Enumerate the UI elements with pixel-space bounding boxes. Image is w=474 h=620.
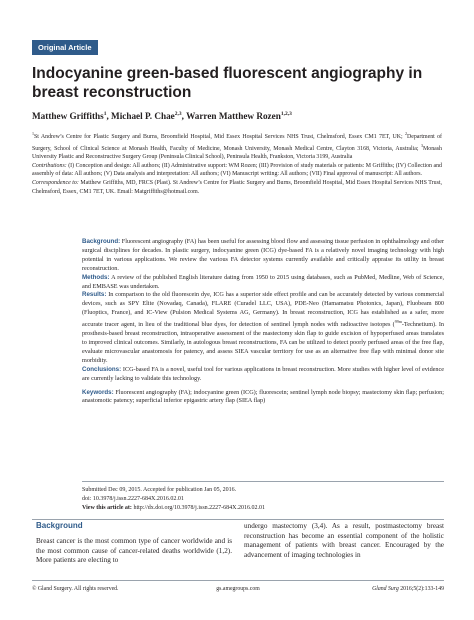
keywords: Keywords: Fluorescent angiography (FA); indocyanine green (ICG); fluorescein; sentinel lymph node biopsy; mastectomy skin flap; perfusion; anastomotic patency; superficial inferior epigastric artery flap (SIEA flap) xyxy=(82,388,444,405)
author-name[interactable]: Matthew Griffiths xyxy=(32,111,104,122)
section-heading: Background xyxy=(36,521,83,530)
author-name[interactable]: Michael P. Chae xyxy=(111,111,175,122)
page-footer xyxy=(32,584,444,594)
body-text-left-column: Breast cancer is the most common type of cancer worldwide and is the most common cause of cancer-related deaths worldwide (1,2). More patients are electing to xyxy=(36,537,232,565)
footer-divider xyxy=(32,580,444,581)
section-divider xyxy=(82,481,444,482)
affiliations-block xyxy=(32,130,442,196)
citation: Gland Surg 2016;5(2):133-149 xyxy=(372,586,444,592)
contributions: Contributions: (I) Conception and design: All authors; (II) Administrative support: WM Rozen; (III) Provision of study materials or patients: M Griffiths; (IV) Collection and assembly of data: All authors; (V) Data analysis and interpretation: All authors; (VI) Manuscript writing: All authors; (VII) Final approval of manuscript: All authors. xyxy=(32,162,442,178)
correspondence: Correspondence to: Matthew Griffiths, MD, FRCS (Plast). St Andrew’s Centre for Plastic Surgery and Burns, Broomfield Hospital, Mid Essex Hospital Services NHS Trust, Chelmsford, Essex, CM1 7ET, UK. Email: Matgriffiths@hotmail.com. xyxy=(32,179,442,195)
abstract-label: Background: xyxy=(82,238,121,245)
body-text-right-column: undergo mastectomy (3,4). As a result, postmastectomy breast reconstruction has become an essential component of the holistic management of patients with breast cancer. Encouraged by the advancement of imaging technologies in xyxy=(244,522,444,559)
abstract-results: Results: In comparison to the old fluorescein dye, ICG has a superior side effect profile and can be accurately detected by various commercial devices, such as SPY Elite (Novadaq, Canada), FLARE (Curadel LLC, USA), PDE-Neo (Hamamatsu Photonics, Japan), Fluobeam 800 (Fluoptics, France), and IC-View (Pulsion Medical Systems AG, Germany). In breast reconstruction, ICG has established as a safer, more accurate tracer agent, in lieu of the traditional blue dyes, for detection of sentinel lymph nodes with radioactive isotopes ($^{99m}$-Technetium). In prosthesis-based breast reconstruction, intraoperative assessment of the mastectomy skin flap to guide excision of hypoperfused areas translates to improved clinical outcomes. Similarly, in autologous breast reconstructions, FA can be utilized to detect poorly perfused areas of the free flap, evaluate microvascular anastomosis for patency, and assess SIEA vascular territory for use as an alternative free flap with minimal donor site morbidity. xyxy=(82,291,444,364)
abstract-background: Background: Fluorescent angiography (FA) has been useful for assessing blood flow and assessing tissue perfusion in ophthalmology and other surgical disciplines for decades. In plastic surgery, indocyanine green (ICG) dye-based FA is a relatively novel imaging technology with high potential in various applications. We review the various FA detector systems currently available and critically appraise its utility in breast reconstruction. xyxy=(82,238,444,272)
article-link[interactable]: View this article at: http://dx.doi.org/10.3978/j.issn.2227-684X.2016.02.01 xyxy=(82,504,265,511)
abstract-label: Conclusions: xyxy=(82,365,122,373)
article-type-tag: Original Article xyxy=(32,40,98,55)
submission-dates: Submitted Dec 09, 2015. Accepted for publication Jan 05, 2016. xyxy=(82,487,237,493)
article-title: Indocyanine green-based fluorescent angiography in breast reconstruction xyxy=(32,65,423,101)
doi[interactable]: doi: 10.3978/j.issn.2227-684X.2016.02.01 xyxy=(82,495,184,502)
abstract-label: Results: xyxy=(82,291,107,299)
author-affiliation-mark: 2,3 xyxy=(174,111,182,117)
author-affiliation-mark: 1,2,3 xyxy=(280,111,292,117)
abstract xyxy=(82,238,444,406)
author-name[interactable]: Warren Matthew Rozen xyxy=(186,111,281,122)
submission-info xyxy=(82,486,444,513)
journal-site-link[interactable]: gs.amegroups.com xyxy=(216,586,260,592)
copyright-notice: © Gland Surgery. All rights reserved. xyxy=(32,586,119,592)
abstract-conclusions: Conclusions: ICG-based FA is a novel, useful tool for various applications in breast reconstruction. More studies with higher level of evidence are currently lacking to validate this technology. xyxy=(82,365,444,382)
author-list: Matthew Griffiths$^1$, Michael P. Chae$^{2,3}$, Warren Matthew Rozen$^{1,2,3}$ xyxy=(32,111,292,122)
abstract-methods: Methods: A review of the published English literature dating from 1950 to 2015 using databases, such as PubMed, Medline, Web of Science, and EMBASE was undertaken. xyxy=(82,273,444,290)
affiliations: $^1$St Andrew’s Centre for Plastic Surgery and Burns, Broomfield Hospital, Mid Essex Hospital Services NHS Trust, Chelmsford, Essex CM1 7ET, UK; $^2$Department of Surgery, School of Clinical Science at Monash Health, Faculty of Medicine, Monash University, Monash Medical Centre, Clayton 3168, Victoria, Australia; $^3$Monash University Plastic and Reconstructive Surgery Group (Peninsula Clinical School), Peninsula Health, Frankston, Victoria 3199, Australia xyxy=(32,131,442,161)
abstract-label: Methods: xyxy=(82,273,110,281)
keywords-label: Keywords: xyxy=(82,388,114,396)
author-affiliation-mark: 1 xyxy=(103,111,107,117)
